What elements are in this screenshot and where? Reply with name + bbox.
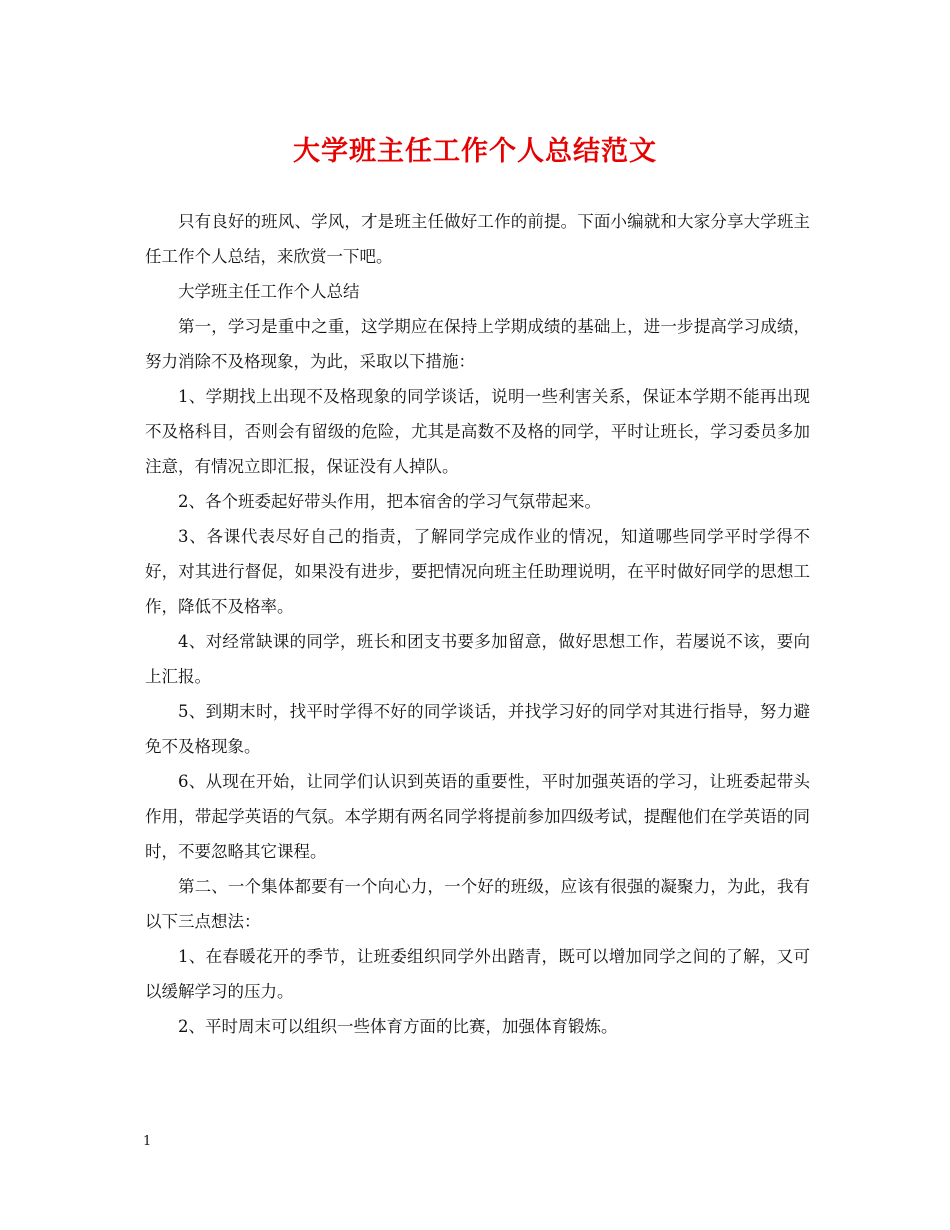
paragraph-section-two-item-2: 2、平时周末可以组织一些体育方面的比赛，加强体育锻炼。 (178, 1017, 618, 1036)
paragraph-section-two: 第二、一个集体都要有一个向心力，一个好的班级，应该有很强的凝聚力，为此，我有以下三点想法： (145, 877, 810, 931)
paragraph-item-2: 2、各个班委起好带头作用，把本宿舍的学习气氛带起来。 (178, 492, 601, 511)
paragraph-subtitle: 大学班主任工作个人总结 (178, 282, 360, 301)
paragraph-item-4: 4、对经常缺课的同学，班长和团支书要多加留意，做好思想工作，若屡说不该，要向上汇报。 (145, 632, 810, 686)
paragraph-item-6: 6、从现在开始，让同学们认识到英语的重要性，平时加强英语的学习，让班委起带头作用，带起学英语的气氛。本学期有两名同学将提前参加四级考试，提醒他们在学英语的同时，不要忽略其它课程。 (145, 772, 810, 861)
paragraph-section-one: 第一，学习是重中之重，这学期应在保持上学期成绩的基础上，进一步提高学习成绩，努力消除不及格现象，为此，采取以下措施： (145, 317, 810, 371)
paragraph-item-5: 5、到期末时，找平时学得不好的同学谈话，并找学习好的同学对其进行指导，努力避免不及格现象。 (145, 702, 810, 756)
paragraph-section-two-item-1: 1、在春暖花开的季节，让班委组织同学外出踏青，既可以增加同学之间的了解，又可以缓解学习的压力。 (145, 947, 810, 1001)
document-body (145, 204, 810, 1044)
paragraph-item-1: 1、学期找上出现不及格现象的同学谈话，说明一些利害关系，保证本学期不能再出现不及格科目，否则会有留级的危险，尤其是高数不及格的同学，平时让班长，学习委员多加注意，有情况立即汇报，保证没有人掉队。 (145, 387, 810, 476)
paragraph-intro: 只有良好的班风、学风，才是班主任做好工作的前提。下面小编就和大家分享大学班主任工作个人总结，来欣赏一下吧。 (145, 212, 810, 266)
paragraph-item-3: 3、各课代表尽好自己的指责，了解同学完成作业的情况，知道哪些同学平时学得不好，对其进行督促，如果没有进步，要把情况向班主任助理说明，在平时做好同学的思想工作，降低不及格率。 (145, 527, 810, 616)
page-number: 1 (143, 1134, 152, 1149)
document-title: 大学班主任工作个人总结范文 (293, 136, 657, 167)
